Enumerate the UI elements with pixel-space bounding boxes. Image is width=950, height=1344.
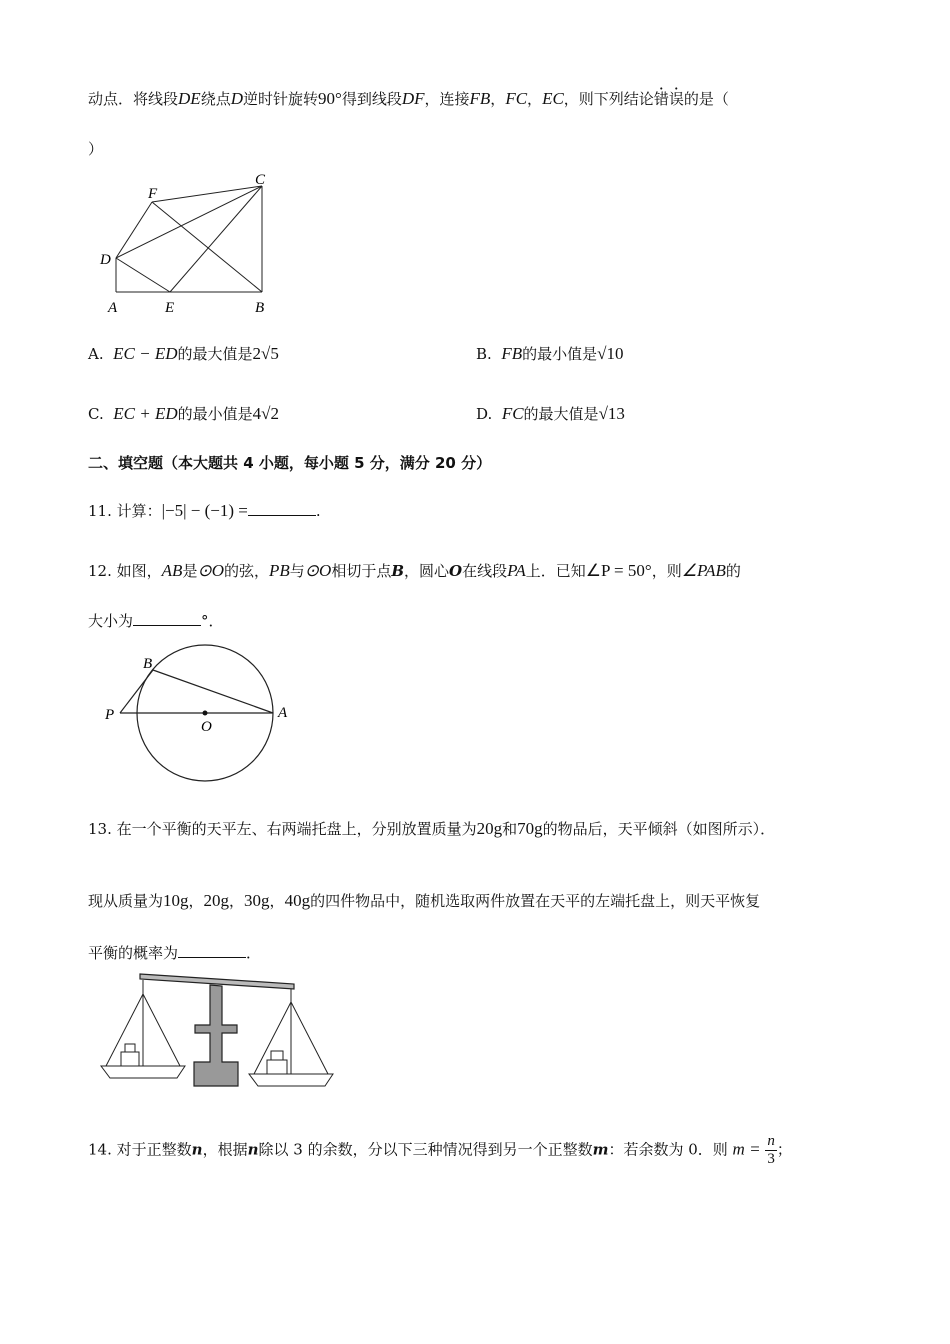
label-A: A: [278, 705, 288, 721]
text: ，: [229, 892, 245, 910]
label-D: D: [100, 252, 111, 268]
point-B: B: [391, 562, 405, 580]
text: 的最小值是: [522, 345, 598, 363]
math-angle-PAB: ∠PAB: [681, 561, 726, 580]
segment-DC: [116, 186, 262, 258]
label-B: B: [143, 656, 153, 672]
text: 上．已知: [525, 562, 586, 580]
fraction-denominator: 3: [767, 1151, 775, 1167]
math-expr: FB: [501, 344, 523, 363]
text: ．: [246, 944, 262, 962]
text: 如图，: [116, 562, 162, 580]
math-PA: PA: [507, 561, 526, 580]
label-P: P: [105, 707, 115, 723]
right-weight: [267, 1060, 287, 1074]
question-number: 13.: [88, 820, 112, 838]
label-E: E: [165, 300, 175, 316]
choice-C: [88, 403, 279, 425]
math-value: √10: [597, 344, 624, 363]
text: 的物品后，天平倾斜（如图所示）．: [542, 820, 776, 838]
label-O: O: [201, 719, 212, 735]
math-AB: AB: [161, 561, 183, 580]
text: 计算：: [116, 502, 162, 520]
choice-letter: C.: [88, 405, 104, 423]
text: 绕点: [200, 90, 231, 108]
math-DF: DF: [401, 89, 425, 108]
choice-A: [88, 343, 279, 365]
text: 与: [289, 562, 305, 580]
text: ，根据: [202, 1140, 248, 1159]
segment-EC: [170, 186, 262, 292]
text: ，: [188, 892, 204, 910]
text: 的最大值是: [177, 345, 253, 363]
balance-beam: [140, 974, 294, 989]
math-value: √13: [598, 404, 625, 423]
answer-blank[interactable]: [248, 501, 316, 516]
balance-stand: [194, 985, 238, 1086]
choice-letter: D.: [476, 405, 493, 423]
math-angle: 90°: [318, 89, 342, 108]
fraction-numerator: n: [767, 1133, 775, 1149]
text: 现从质量为: [88, 892, 164, 910]
segment-PB: [120, 670, 153, 713]
text: ，连接: [424, 90, 470, 108]
label-C: C: [255, 172, 266, 188]
text: 逆时针旋转: [242, 90, 318, 108]
left-string: [143, 994, 180, 1066]
math-value: 4√2: [252, 404, 279, 423]
math-PB: PB: [269, 561, 290, 580]
point-O: O: [449, 562, 463, 580]
answer-blank[interactable]: [133, 611, 201, 626]
text: 的: [725, 562, 741, 580]
emphasis-char: 误: [668, 90, 684, 108]
label-A: A: [108, 300, 118, 316]
q12-line2: [88, 610, 224, 632]
q10-line2: [88, 138, 103, 160]
question-number: 14.: [88, 1140, 112, 1159]
text: 的四件物品中，随机选取两件放置在天平的左端托盘上，则天平恢复: [310, 892, 761, 910]
math-mass: 20g: [203, 891, 230, 910]
label-F: F: [148, 186, 158, 202]
segment-DF: [116, 202, 152, 258]
math-mass: 20g: [476, 819, 503, 838]
text: 的最小值是: [177, 405, 253, 423]
fraction: [765, 1133, 777, 1168]
q13-line1: [88, 818, 775, 840]
math-expr: EC − ED: [113, 344, 178, 363]
text: .: [315, 502, 321, 520]
q13-line2: [88, 890, 760, 912]
segment-AB: [153, 670, 273, 713]
math-m-eq: m =: [732, 1139, 761, 1159]
section-title: 二、填空题（本大题共 4 小题，每小题 5 分，满分 20 分）: [88, 454, 492, 472]
text: ，圆心: [404, 562, 450, 580]
choice-letter: A.: [88, 345, 104, 363]
question-number: 12.: [88, 562, 112, 580]
math-expr: EC + ED: [113, 404, 178, 423]
right-string: [291, 1002, 328, 1074]
var-n: n: [191, 1140, 203, 1159]
math-value: 2√5: [252, 344, 279, 363]
math-FC: FC: [505, 89, 528, 108]
q14: [88, 1133, 792, 1168]
text: ：若余数为 0．则: [608, 1140, 728, 1159]
text: ，: [490, 90, 506, 108]
right-pan: [249, 1074, 333, 1086]
question-number: 11.: [88, 502, 112, 520]
text: 除以 3 的余数，分以下三种情况得到另一个正整数: [258, 1140, 593, 1159]
math-DE: DE: [178, 89, 201, 108]
text: 的是（: [683, 90, 729, 108]
label-B: B: [255, 300, 265, 316]
math-mass: 40g: [284, 891, 311, 910]
q12-line1: [88, 560, 741, 582]
var-m: m: [592, 1140, 609, 1159]
left-pan: [101, 1066, 185, 1078]
text: 在线段: [462, 562, 508, 580]
math-circle-O: ⊙O: [197, 561, 224, 580]
left-weight-top: [125, 1044, 135, 1052]
math-FB: FB: [469, 89, 491, 108]
q10-line1: [88, 88, 729, 110]
text: ，: [527, 90, 543, 108]
q11: [88, 500, 321, 522]
math-expr: FC: [501, 404, 524, 423]
math-EC: EC: [542, 89, 564, 108]
text: 动点．将线段: [88, 90, 179, 108]
text: 得到线段: [341, 90, 402, 108]
text: 在一个平衡的天平左、右两端托盘上，分别放置质量为: [116, 820, 477, 838]
segment-FC: [152, 186, 262, 202]
text: °．: [201, 612, 224, 630]
segment-DE: [116, 258, 170, 292]
text: 对于正整数: [116, 1140, 192, 1159]
text: ，则: [651, 562, 682, 580]
segment-FB: [152, 202, 262, 292]
center-dot: [203, 711, 208, 716]
text: 大小为: [88, 612, 134, 630]
math-mass: 70g: [517, 819, 543, 838]
choice-B: [476, 343, 623, 365]
text: 相切于点: [331, 562, 392, 580]
text: ）: [88, 140, 104, 158]
text: 是: [182, 562, 198, 580]
right-string: [254, 1002, 291, 1074]
left-string: [106, 994, 143, 1066]
emphasis-char: 错: [653, 90, 669, 108]
choice-letter: B.: [476, 345, 492, 363]
left-weight: [121, 1052, 139, 1066]
choice-D: [476, 403, 625, 425]
right-weight-top: [271, 1051, 283, 1060]
math-mass: 10g: [163, 891, 189, 910]
text: 的弦，: [223, 562, 269, 580]
math-circle-O: ⊙O: [304, 561, 332, 580]
text: ；: [776, 1140, 792, 1159]
text: ，则下列结论: [563, 90, 654, 108]
text: 平衡的概率为: [88, 944, 179, 962]
text: 和: [502, 820, 518, 838]
math-expr: |−5| − (−1) =: [161, 501, 248, 520]
math-angle-P: ∠P = 50°: [585, 561, 652, 580]
math-mass: 30g: [244, 891, 270, 910]
text: ，: [269, 892, 285, 910]
answer-blank[interactable]: [178, 943, 246, 958]
var-n: n: [247, 1140, 259, 1159]
q13-line3: [88, 942, 261, 964]
math-D: D: [230, 89, 243, 108]
text: 的最大值是: [523, 405, 599, 423]
circle-O: [137, 645, 273, 781]
